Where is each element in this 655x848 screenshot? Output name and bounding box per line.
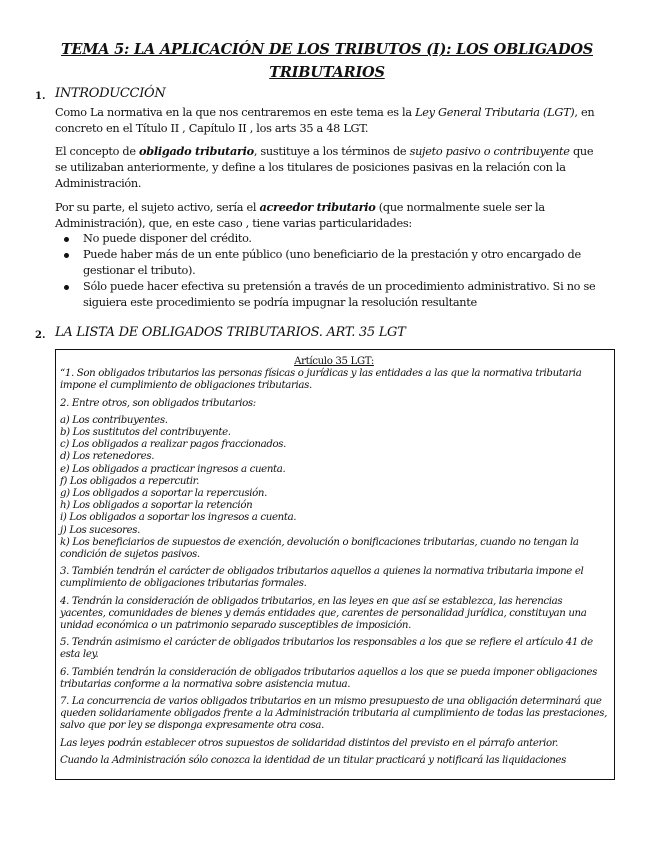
- list-item: f) Los obligados a repercutir.: [60, 475, 199, 487]
- list-item: d) Los retenedores.: [60, 451, 155, 463]
- bullet-icon: [64, 285, 69, 290]
- intro-paragraph-2: El concepto de obligado tributario, sustituye a los términos de sujeto pasivo o contribuyente que se utilizaban anteriormente, y define a los titulares de posiciones pasivas en la relación con la Administración.: [55, 144, 594, 190]
- term-obligado-tributario: obligado tributario: [139, 144, 254, 158]
- article-paragraph-5: 5. Tendrán asimismo el carácter de obligados tributarios los responsables a los que se refiere el artículo 41 de esta ley.: [60, 637, 593, 661]
- title-line-1: TEMA 5: LA APLICACIÓN DE LOS TRIBUTOS (I): LOS OBLIGADOS: [60, 41, 594, 58]
- section-1-number: 1.: [35, 91, 46, 102]
- article-paragraph-8: Las leyes podrán establecer otros supuestos de solidaridad distintos del previsto en el párrafo anterior.: [60, 737, 559, 749]
- list-item: k) Los beneficiarios de supuestos de exención, devolución o bonificaciones tributarias, cuando no tengan la condición de sujetos pasivos.: [60, 536, 579, 561]
- bullet-icon: [64, 253, 69, 258]
- list-item: Sólo puede hacer efectiva su pretensión a través de un procedimiento administrativo. Si no se siguiera este procedimiento se podría impugnar la resolución resultante: [55, 279, 607, 311]
- article-35-box: [55, 349, 615, 780]
- article-paragraph-6: 6. También tendrán la consideración de obligados tributarios aquellos a los que se pueda imponer obligaciones tributarias conforme a la normativa sobre asistencia mutua.: [60, 666, 598, 690]
- list-item: b) Los sustitutos del contribuyente.: [60, 427, 231, 439]
- bullet-icon: [64, 237, 69, 242]
- list-item: c) Los obligados a realizar pagos fraccionados.: [60, 439, 287, 451]
- article-paragraph-3: 3. También tendrán el carácter de obligados tributarios aquellos a quienes la normativa tributaria impone el cumplimiento de obligaciones tributarias formales.: [60, 566, 584, 590]
- list-item: h) Los obligados a soportar la retención: [60, 500, 253, 512]
- term-acreedor-tributario: acreedor tributario: [259, 200, 376, 214]
- list-item: j) Los sucesores.: [60, 524, 141, 536]
- section-1-heading: INTRODUCCIÓN: [55, 86, 166, 101]
- article-paragraph-1: “1. Son obligados tributarios las personas físicas o jurídicas y las entidades a las que la normativa tributaria impone el cumplimiento de obligaciones tributarias.: [60, 368, 582, 392]
- intro-paragraph-3: Por su parte, el sujeto activo, sería el acreedor tributario (que normalmente suele ser la Administración), que, en este caso , tiene varias particularidades:: [55, 200, 545, 230]
- article-35-text: [60, 356, 608, 767]
- list-item: g) Los obligados a soportar la repercusión.: [60, 488, 267, 500]
- particularities-list: [55, 231, 607, 311]
- article-paragraph-9: Cuando la Administración sólo conozca la identidad de un titular practicará y notificará las liquidaciones: [60, 754, 566, 766]
- section-2-number: 2.: [35, 330, 46, 341]
- intro-paragraph-1: Como La normativa en la que nos centraremos en este tema es la Ley General Tributaria (LGT), en concreto en el Título II , Capítulo II , los arts 35 a 48 LGT.: [55, 106, 595, 135]
- document-title: [60, 38, 594, 84]
- section-2-heading: LA LISTA DE OBLIGADOS TRIBUTARIOS. ART. 35 LGT: [55, 325, 406, 340]
- list-item: i) Los obligados a soportar los ingresos a cuenta.: [60, 512, 297, 524]
- article-title: Artículo 35 LGT:: [294, 356, 374, 367]
- article-paragraph-4: 4. Tendrán la consideración de obligados tributarios, en las leyes en que así se establezca, las herencias yacentes, comunidades de bienes y demás entidades que, carentes de personalidad jurídica, constituyan una unidad económica o un patrimonio separado susceptibles de imposición.: [60, 595, 587, 632]
- article-paragraph-7: 7. La concurrencia de varios obligados tributarios en un mismo presupuesto de una obligación determinará que queden solidariamente obligados frente a la Administración tributaria al cumplimiento de todas las prestaciones, salvo que por ley se disponga expresamente otra cosa.: [60, 696, 607, 732]
- law-name: Ley General Tributaria (LGT): [415, 106, 575, 119]
- list-item: e) Los obligados a practicar ingresos a cuenta.: [60, 463, 286, 475]
- article-items: [60, 415, 608, 561]
- article-paragraph-2: 2. Entre otros, son obligados tributarios:: [60, 397, 256, 409]
- list-item: Puede haber más de un ente público (uno beneficiario de la prestación y otro encargado de gestionar el tributo).: [55, 247, 607, 279]
- list-item: No puede disponer del crédito.: [55, 231, 607, 247]
- list-item: a) Los contribuyentes.: [60, 414, 168, 426]
- title-line-2: TRIBUTARIOS: [269, 64, 385, 81]
